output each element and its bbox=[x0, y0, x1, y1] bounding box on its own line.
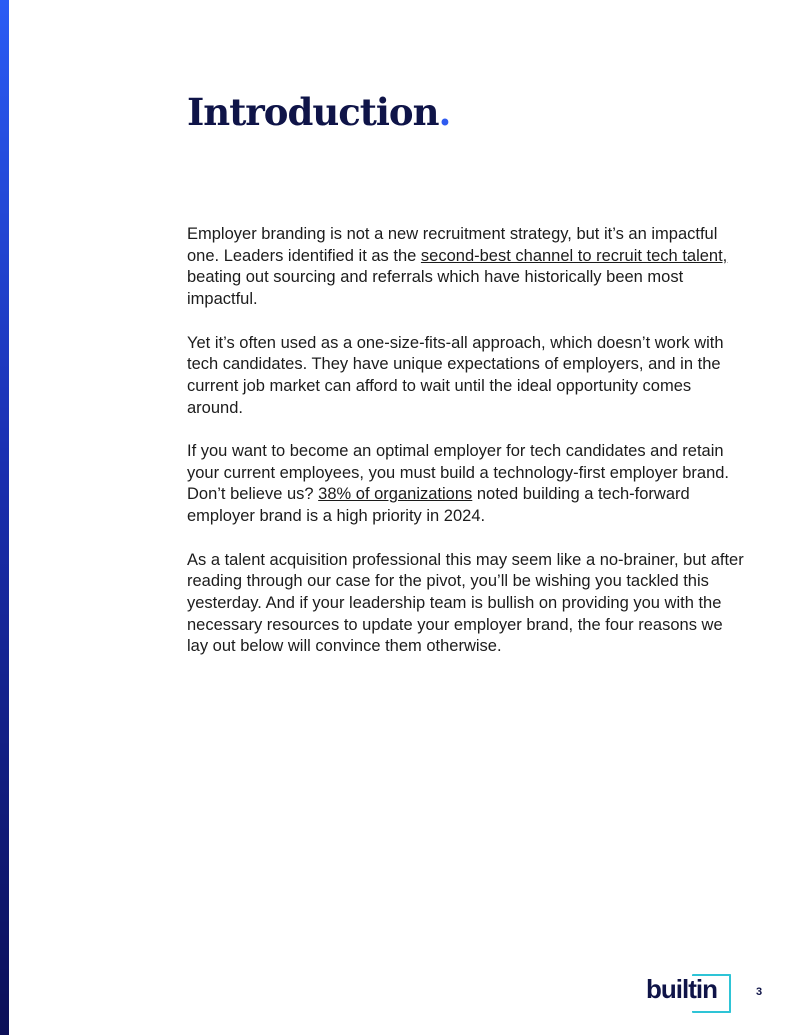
page-title-text: Introduction bbox=[187, 90, 439, 134]
intro-body bbox=[187, 224, 747, 680]
builtin-logo bbox=[646, 972, 733, 1012]
logo-text: builtin bbox=[646, 974, 717, 1004]
side-accent-bar bbox=[0, 0, 9, 1035]
paragraph-3-text-after: noted building a tech-forward employer brand is a high priority in 2024. bbox=[187, 485, 690, 526]
page-number: 3 bbox=[756, 986, 763, 998]
paragraph-1-text-before: Employer branding is not a new recruitment strategy, but it’s an impactful one. Leaders identified it as the bbox=[187, 225, 718, 265]
paragraph-2: Yet it’s often used as a one-size-fits-all approach, which doesn’t work with tech candidates. They have unique expectations of employers, and in the current job market can afford to wait until the ideal opportunity comes around. bbox=[187, 333, 724, 417]
second-best-channel-link[interactable]: second-best channel to recruit tech talent, bbox=[420, 246, 728, 265]
paragraph-4: As a talent acquisition professional this may seem like a no-brainer, but after reading through our case for the pivot, you’ll be wishing you tackled this yesterday. And if your leadership team is bullish on providing you with the necessary resources to update your employer brand, the four reasons we lay out below will convince them otherwise. bbox=[187, 550, 744, 656]
title-accent-dot: . bbox=[438, 90, 451, 134]
paragraph-1 bbox=[187, 224, 747, 311]
paragraph-3 bbox=[187, 441, 747, 528]
page-title bbox=[187, 90, 450, 134]
organizations-stat-link[interactable]: 38% of organizations bbox=[318, 485, 473, 504]
paragraph-1-text-after: beating out sourcing and referrals which have historically been most impactful. bbox=[187, 268, 684, 309]
paragraph-3-text-before: If you want to become an optimal employer for tech candidates and retain your current employees, you must build a technology-first employer brand. Don’t believe us? bbox=[187, 442, 730, 504]
